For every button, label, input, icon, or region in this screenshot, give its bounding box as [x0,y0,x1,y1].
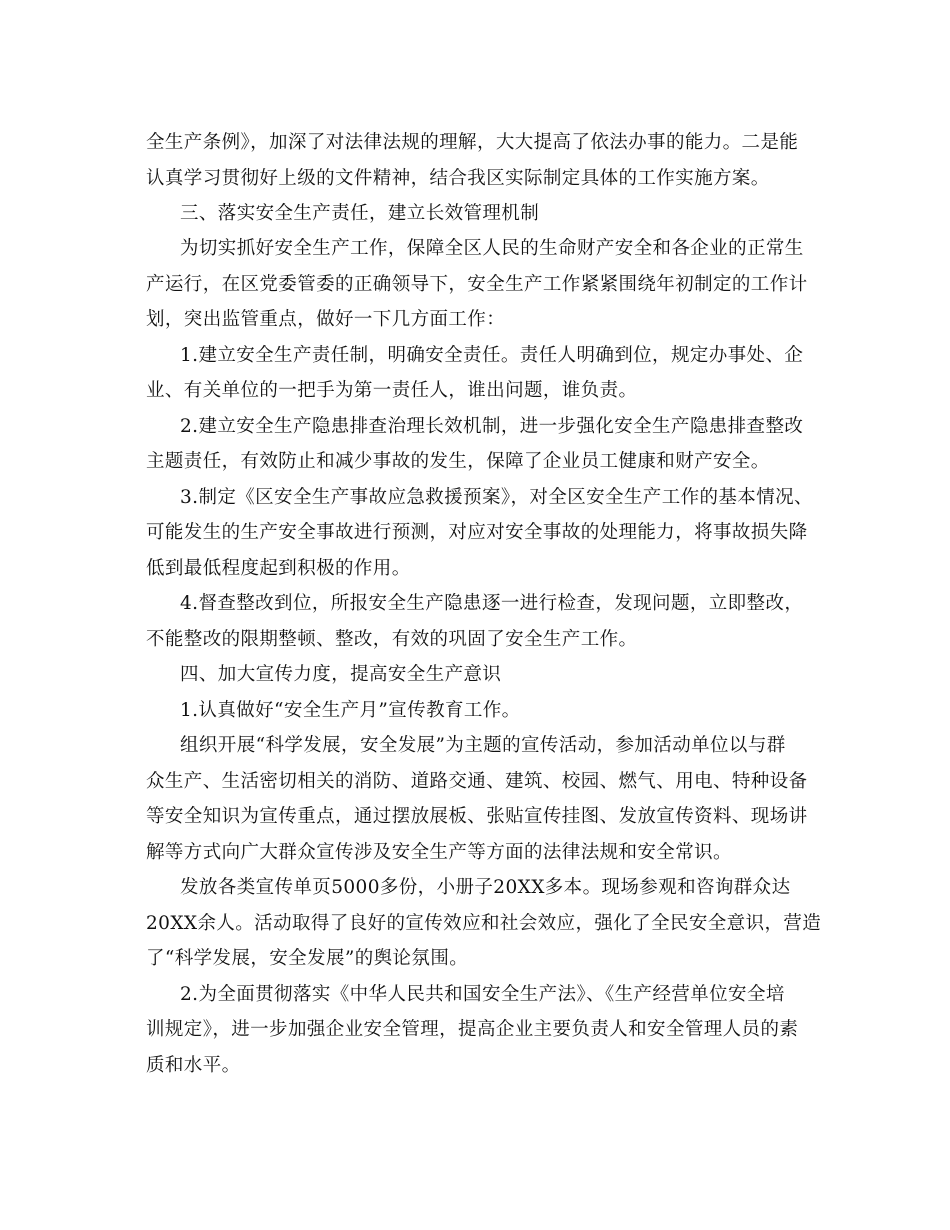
text-line: 发放各类宣传单页5000多份，小册子20XX多本。现场参观和咨询群众达 [180,877,791,898]
text-line: 20XX余人。活动取得了良好的宣传效应和社会效应，强化了全民安全意识，营造 [146,913,822,934]
text-line: 业、有关单位的一把手为第一责任人，谁出问题，谁负责。 [146,380,638,401]
text-line: 训规定》，进一步加强企业安全管理，提高企业主要负责人和安全管理人员的素 [146,1019,799,1040]
text-line: 划，突出监管重点，做好一下几方面工作： [146,309,506,330]
text-line: 1.建立安全生产责任制，明确安全责任。责任人明确到位，规定办事处、企 [180,345,804,366]
text-line: 为切实抓好安全生产工作，保障全区人民的生命财产安全和各企业的正常生 [180,238,804,259]
text-line: 可能发生的生产安全事故进行预测，对应对安全事故的处理能力，将事故损失降 [146,522,808,543]
text-line: 产运行，在区党委管委的正确领导下，安全生产工作紧紧围绕年初制定的工作计 [146,274,808,295]
text-line: 1.认真做好“安全生产月”宣传教育工作。 [180,700,521,721]
text-line: 主题责任，有效防止和减少事故的发生，保障了企业员工健康和财产安全。 [146,451,770,472]
text-line: 不能整改的限期整顿、整改，有效的巩固了安全生产工作。 [146,629,638,650]
text-line: 组织开展“科学发展，安全发展”为主题的宣传活动，参加活动单位以与群 [180,735,786,756]
section-heading: 四、加大宣传力度，提高安全生产意识 [180,664,502,685]
text-line: 全生产条例》，加深了对法律法规的理解，大大提高了依法办事的能力。二是能 [146,132,799,153]
text-line: 了“科学发展，安全发展”的舆论氛围。 [146,948,469,969]
text-line: 认真学习贯彻好上级的文件精神，结合我区实际制定具体的工作实施方案。 [146,168,770,189]
text-line: 4.督查整改到位，所报安全生产隐患逐一进行检查，发现问题，立即整改， [180,593,804,614]
text-line: 低到最低程度起到积极的作用。 [146,558,411,579]
text-line: 2.为全面贯彻落实《中华人民共和国安全生产法》、《生产经营单位安全培 [180,984,785,1005]
text-line: 3.制定《区安全生产事故应急救援预案》，对全区安全生产工作的基本情况、 [180,487,813,508]
text-line: 2.建立安全生产隐患排查治理长效机制，进一步强化安全生产隐患排查整改 [180,416,804,437]
text-line: 等安全知识为宣传重点，通过摆放展板、张贴宣传挂图、发放宣传资料、现场讲 [146,806,808,827]
text-line: 众生产、生活密切相关的消防、道路交通、建筑、校园、燃气、用电、特种设备 [146,771,808,792]
section-heading: 三、落实安全生产责任，建立长效管理机制 [180,203,540,224]
text-line: 质和水平。 [146,1055,241,1076]
text-line: 解等方式向广大群众宣传涉及安全生产等方面的法律法规和安全常识。 [146,842,732,863]
